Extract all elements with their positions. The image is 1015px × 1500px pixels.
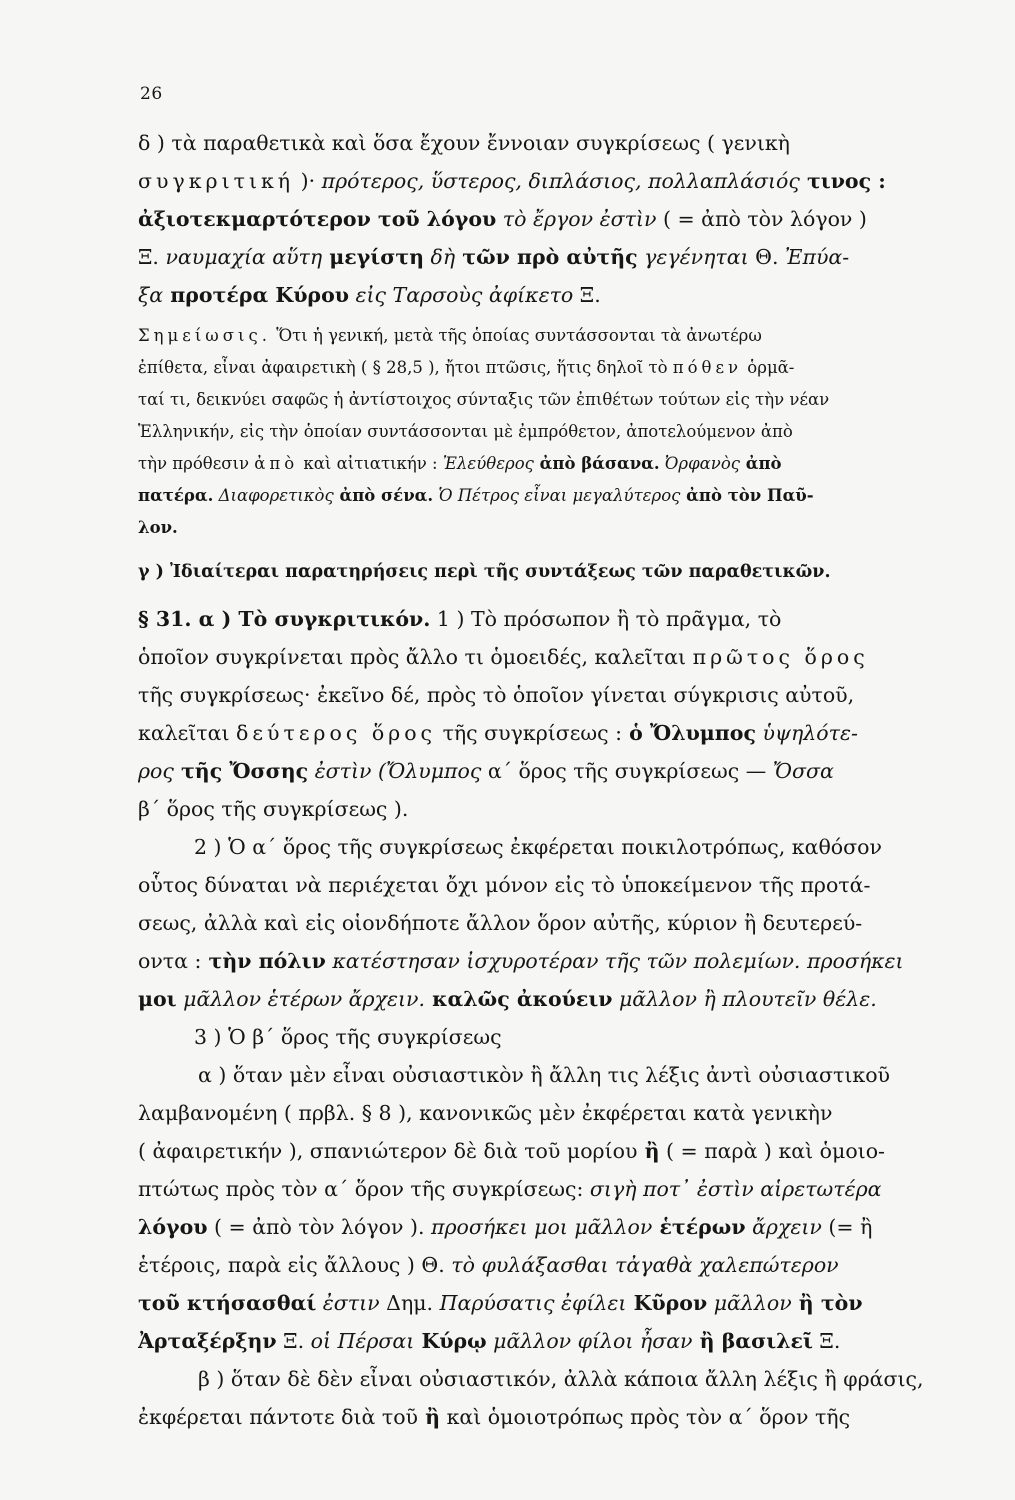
subparagraph-a-line-7: τοῦ κτήσασθαί ἐστιν Δημ. Παρύσατις ἐφίλει Κῦρον μᾶλλον ἢ τὸν bbox=[138, 1291, 863, 1315]
paragraph-d-line-3: ἀξιοτεκμαρτότερον τοῦ λόγου τὸ ἔργον ἐστὶν ( = ἀπὸ τὸν λόγον ) bbox=[138, 207, 867, 231]
subparagraph-a-line-6: ἑτέροις, παρὰ εἰς ἄλλους ) Θ. τὸ φυλάξασθαι τἀγαθὰ χαλεπώτερον bbox=[138, 1253, 839, 1277]
note-line-7: λον. bbox=[138, 518, 178, 537]
note-line-6: πατέρα. Διαφορετικὸς ἀπὸ σένα. Ὁ Πέτρος εἶναι μεγαλύτερος ἀπὸ τὸν Παῦ- bbox=[138, 486, 814, 505]
paragraph-d-line-5: ξα προτέρα Κύρου εἰς Ταρσοὺς ἀφίκετο Ξ. bbox=[138, 283, 601, 307]
subparagraph-b-line-1: β ) ὅταν δὲ δὲν εἶναι οὐσιαστικόν, ἀλλὰ κάποια ἄλλη λέξις ἢ φράσις, bbox=[198, 1367, 924, 1391]
subparagraph-a-line-2: λαμβανομένη ( πρβλ. § 8 ), κανονικῶς μὲν ἐκφέρεται κατὰ γενικὴν bbox=[138, 1101, 833, 1125]
subparagraph-a-line-5: λόγου ( = ἀπὸ τὸν λόγον ). προσήκει μοι μᾶλλον ἑτέρων ἄρχειν (= ἢ bbox=[138, 1215, 873, 1239]
paragraph-2-line-4: οντα : τὴν πόλιν κατέστησαν ἰσχυροτέραν τῆς τῶν πολεμίων. προσήκει bbox=[138, 949, 904, 973]
section-31-line-3: τῆς συγκρίσεως· ἐκεῖνο δέ, πρὸς τὸ ὁποῖον γίνεται σύγκρισις αὐτοῦ, bbox=[138, 683, 855, 707]
subparagraph-a-line-4: πτώτως πρὸς τὸν α΄ ὅρον τῆς συγκρίσεως: σιγὴ ποτ᾿ ἐστὶν αἱρετωτέρα bbox=[138, 1177, 882, 1201]
paragraph-2-line-3: σεως, ἀλλὰ καὶ εἰς οἱονδήποτε ἄλλον ὅρον αὐτῆς, κύριον ἢ δευτερεύ- bbox=[138, 911, 863, 935]
subparagraph-b-line-2: ἐκφέρεται πάντοτε διὰ τοῦ ἢ καὶ ὁμοιοτρόπως πρὸς τὸν α΄ ὅρον τῆς bbox=[138, 1405, 851, 1429]
subparagraph-a-line-3: ( ἀφαιρετικήν ), σπανιώτερον δὲ διὰ τοῦ μορίου ἢ ( = παρὰ ) καὶ ὁμοιο- bbox=[138, 1139, 885, 1163]
note-line-2: ἐπίθετα, εἶναι ἀφαιρετικὴ ( § 28,5 ), ἤτοι πτῶσις, ἥτις δηλοῖ τὸ πόθεν ὁρμᾶ- bbox=[138, 358, 795, 377]
section-heading-g: γ ) Ἰδιαίτεραι παρατηρήσεις περὶ τῆς συντάξεως τῶν παραθετικῶν. bbox=[138, 562, 831, 582]
paragraph-d-line-4: Ξ. ναυμαχία αὕτη μεγίστη δὴ τῶν πρὸ αὐτῆς γεγένηται Θ. Ἐπύα- bbox=[138, 245, 850, 269]
subparagraph-a-line-8: Ἀρταξέρξην Ξ. οἱ Πέρσαι Κύρῳ μᾶλλον φίλοι ἦσαν ἢ βασιλεῖ Ξ. bbox=[138, 1329, 841, 1353]
page-number: 26 bbox=[140, 84, 163, 104]
subparagraph-a-line-1: α ) ὅταν μὲν εἶναι οὐσιαστικὸν ἢ ἄλλη τις λέξις ἀντὶ οὐσιαστικοῦ bbox=[198, 1063, 890, 1087]
paragraph-d-line-2: συγκριτική )· πρότερος, ὕστερος, διπλάσιος, πολλαπλάσιός τινος : bbox=[138, 169, 886, 193]
section-31-line-1: § 31. α ) Τὸ συγκριτικόν. 1 ) Τὸ πρόσωπον ἢ τὸ πρᾶγμα, τὸ bbox=[138, 607, 782, 631]
page-body bbox=[138, 124, 976, 1436]
paragraph-3-line-1: 3 ) Ὁ β΄ ὅρος τῆς συγκρίσεως bbox=[194, 1025, 502, 1049]
section-31-line-2: ὁποῖον συγκρίνεται πρὸς ἄλλο τι ὁμοειδές, καλεῖται πρῶτος ὅρος bbox=[138, 645, 869, 669]
note-line-3: ταί τι, δεικνύει σαφῶς ἡ ἀντίστοιχος σύνταξις τῶν ἐπιθέτων τούτων εἰς τὴν νέαν bbox=[138, 390, 830, 409]
section-31-line-4: καλεῖται δεύτερος ὅρος τῆς συγκρίσεως : ὁ Ὄλυμπος ὑψηλότε- bbox=[138, 721, 858, 745]
paragraph-2-line-1: 2 ) Ὁ α΄ ὅρος τῆς συγκρίσεως ἐκφέρεται ποικιλοτρόπως, καθόσον bbox=[194, 835, 882, 859]
section-31-line-6: β΄ ὅρος τῆς συγκρίσεως ). bbox=[138, 797, 409, 821]
paragraph-d-line-1: δ ) τὰ παραθετικὰ καὶ ὅσα ἔχουν ἔννοιαν συγκρίσεως ( γενικὴ bbox=[138, 131, 790, 155]
section-31-line-5: ρος τῆς Ὄσσης ἐστὶν (Ὄλυμπος α΄ ὅρος τῆς συγκρίσεως — Ὄσσα bbox=[138, 759, 834, 783]
note-line-5: τὴν πρόθεσιν ἀπὸ καὶ αἰτιατικήν : Ἐλεύθερος ἀπὸ βάσανα. Ὀρφανὸς ἀπὸ bbox=[138, 454, 782, 473]
note-line-1: Σημείωσις. Ὅτι ἡ γενική, μετὰ τῆς ὁποίας συντάσσονται τὰ ἀνωτέρω bbox=[138, 326, 762, 345]
paragraph-2-line-2: οὗτος δύναται νὰ περιέχεται ὄχι μόνον εἰς τὸ ὑποκείμενον τῆς προτά- bbox=[138, 873, 871, 897]
paragraph-2-line-5: μοι μᾶλλον ἑτέρων ἄρχειν. καλῶς ἀκούειν μᾶλλον ἢ πλουτεῖν θέλε. bbox=[138, 987, 877, 1011]
note-line-4: Ἑλληνικήν, εἰς τὴν ὁποίαν συντάσσονται μὲ ἐμπρόθετον, ἀποτελούμενον ἀπὸ bbox=[138, 422, 793, 441]
